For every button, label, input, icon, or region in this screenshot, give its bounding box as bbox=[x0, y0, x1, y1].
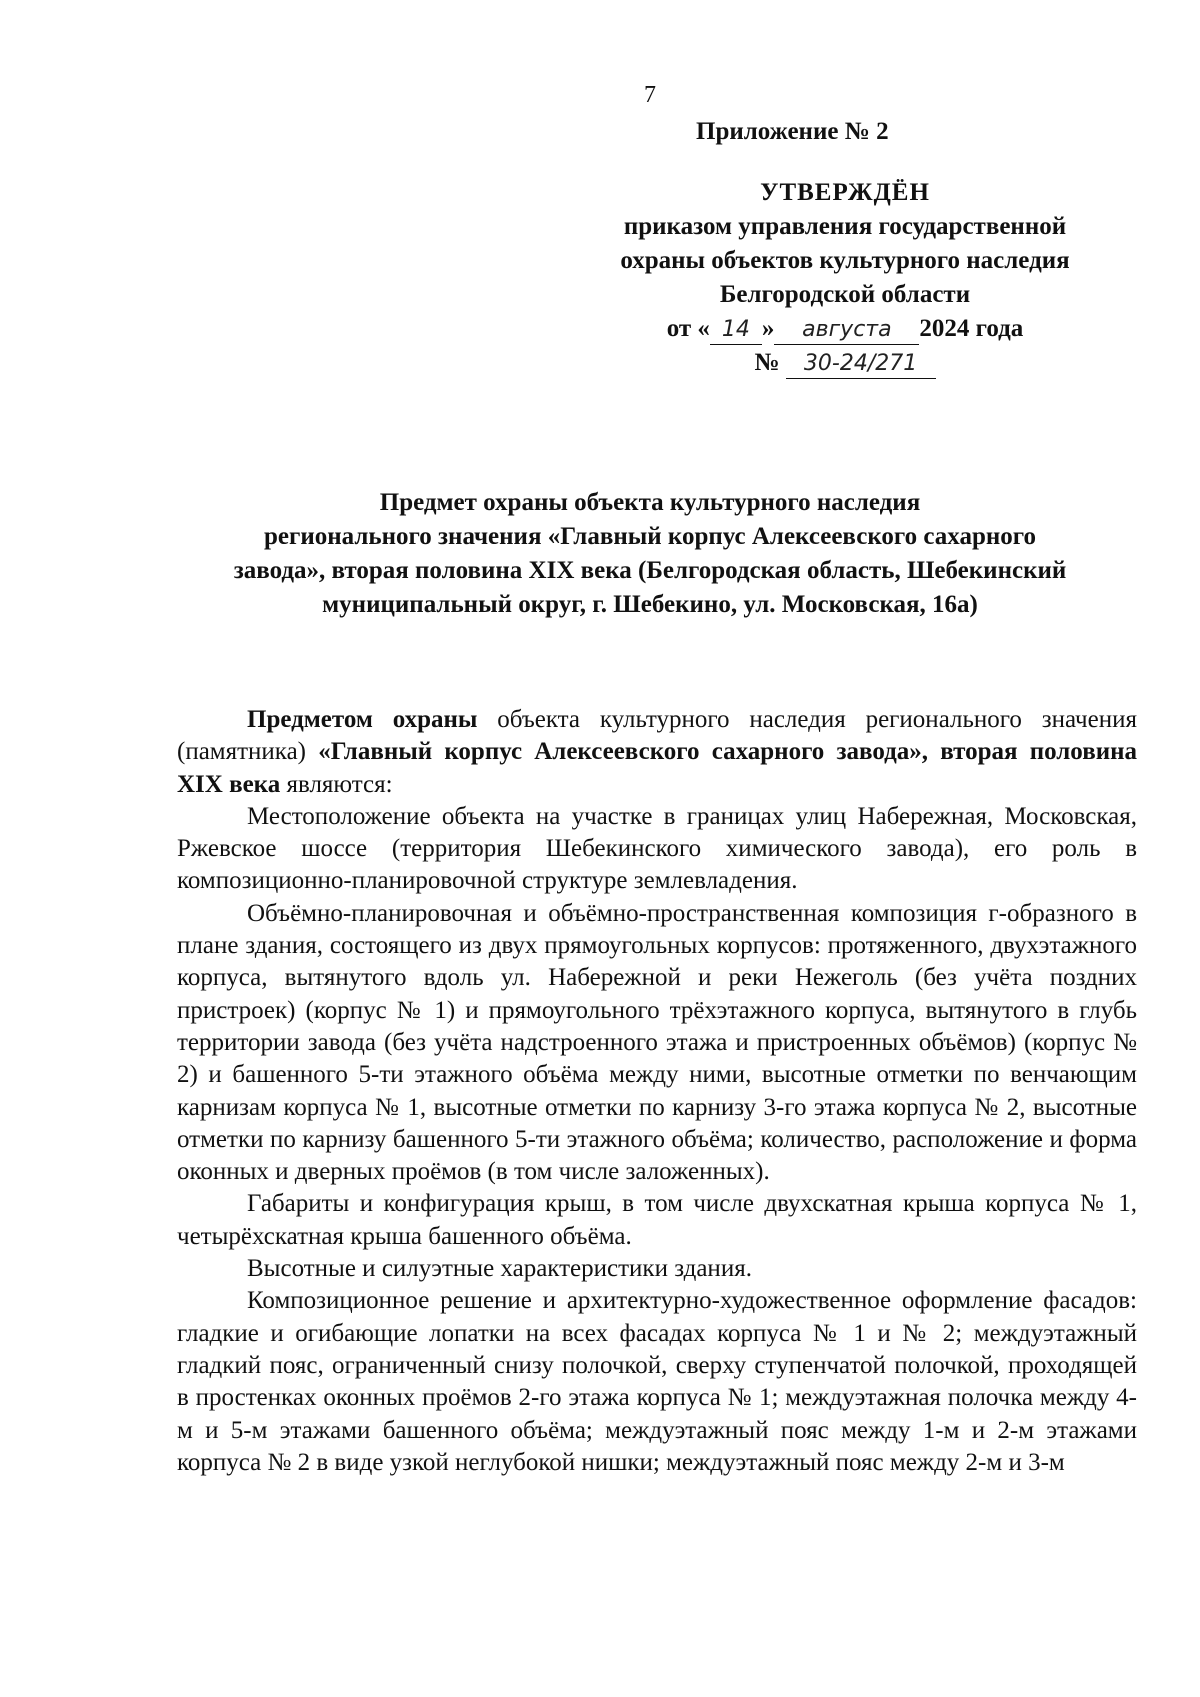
date-day-handwritten: 14 bbox=[710, 316, 762, 345]
date-mid: » bbox=[761, 315, 775, 342]
intro-text-1: объекта культурного наследия регионального значения (памятника) bbox=[177, 706, 1137, 766]
title-line-3: завода», вторая половина XIX века (Белгородская область, Шебекинский bbox=[233, 557, 1067, 584]
paragraph-composition: Объёмно-планировочная и объёмно-пространственная композиция г-образного в плане здания, состоящего из двух прямоугольных корпусов: протяженного, двухэтажного корпуса, вытянутого вдоль ул. Набережной и реки Нежеголь (без учёта поздних пристроек) (корпус № 1) и прямоугольного трёхэтажного корпуса, вытянутого в глубь территории завода (без учёта надстроенного этажа и пристроенных объёмов) (корпус № 2) и башенного 5-ти этажного объёма между ними, высотные отметки по венчающим карнизам корпуса № 1, высотные отметки по карнизу 3-го этажа корпуса № 2, высотные отметки по карнизу башенного 5-ти этажного объёма; количество, расположение и форма оконных и дверных проёмов (в том числе заложенных). bbox=[177, 899, 1137, 1186]
approval-block bbox=[560, 118, 1130, 380]
approval-line-2: охраны объектов культурного наследия bbox=[620, 247, 1070, 274]
approved-title: УТВЕРЖДЁН bbox=[760, 179, 930, 206]
title-line-4: муниципальный округ, г. Шебекино, ул. Московская, 16а) bbox=[322, 591, 978, 618]
approval-date-line bbox=[560, 312, 1130, 346]
order-number-handwritten: 30-24/271 bbox=[786, 350, 936, 379]
approval-line-1: приказом управления государственной bbox=[623, 213, 1067, 240]
approval-line-3: Белгородской области bbox=[719, 281, 971, 308]
intro-bold-object: «Главный корпус Алексеевского сахарного завода», вторая половина XIX века bbox=[177, 738, 1137, 798]
paragraph-location: Местоположение объекта на участке в границах улиц Набережная, Московская, Ржевское шоссе (территория Шебекинского химического завода), его роль в композиционно-планировочной структуре землевладения. bbox=[177, 802, 1137, 895]
intro-paragraph bbox=[177, 704, 1137, 801]
date-suffix: 2024 года bbox=[919, 315, 1024, 342]
document-body bbox=[177, 704, 1137, 1479]
title-line-1: Предмет охраны объекта культурного наследия bbox=[379, 489, 921, 516]
page-number: 7 bbox=[644, 82, 656, 108]
number-prefix: № bbox=[754, 349, 780, 376]
document-title bbox=[150, 486, 1150, 622]
date-prefix: от « bbox=[666, 315, 710, 342]
approval-number-line bbox=[560, 346, 1130, 380]
appendix-label: Приложение № 2 bbox=[696, 118, 889, 145]
paragraph-facades: Композиционное решение и архитектурно-художественное оформление фасадов: гладкие и огибающие лопатки на всех фасадах корпуса № 1 и № 2; междуэтажный гладкий пояс, ограниченный снизу полочкой, сверху ступенчатой полочкой, проходящей в простенках оконных проёмов 2-го этажа корпуса № 1; междуэтажная полочка между 4-м и 5-м этажами башенного объёма; междуэтажный пояс между 1-м и 2-м этажами корпуса № 2 в виде узкой неглубокой нишки; междуэтажный пояс между 2-м и 3-м bbox=[177, 1287, 1137, 1476]
intro-bold-subject: Предметом охраны bbox=[247, 706, 478, 733]
paragraph-roofs: Габариты и конфигурация крыш, в том числе двухскатная крыша корпуса № 1, четырёхскатная крыша башенного объёма. bbox=[177, 1190, 1137, 1250]
title-line-2: регионального значения «Главный корпус Алексеевского сахарного bbox=[263, 523, 1036, 550]
intro-text-2: являются: bbox=[280, 770, 393, 798]
paragraph-silhouette: Высотные и силуэтные характеристики здания. bbox=[247, 1255, 752, 1283]
date-month-handwritten: августа bbox=[774, 316, 919, 345]
